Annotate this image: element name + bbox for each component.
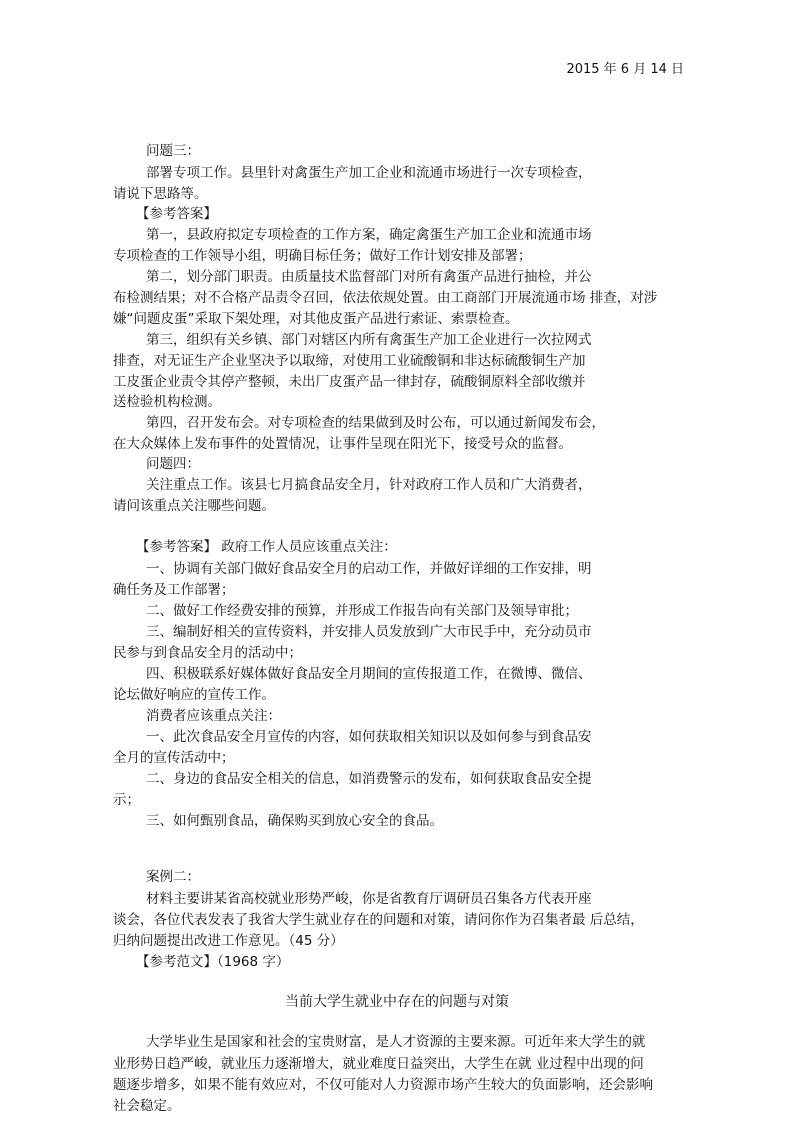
text-line: 确任务及工作部署； [113,582,235,598]
text-line: 部署专项工作。县里针对禽蛋生产加工企业和流通市场进行一次专项检查， [146,165,592,181]
text-line: 消费者应该重点关注： [146,708,281,724]
text-line: 三、编制好相关的宣传资料，并安排人员发放到广大市民手中，充分动员市 [146,624,592,640]
text-line: 第三，组织有关乡镇、部门对辖区内所有禽蛋生产加工企业进行一次拉网式 [146,332,592,348]
text-line: 第四，召开发布会。对专项检查的结果做到及时公布，可以通过新闻发布会， [146,415,605,431]
text-line: 请问该重点关注哪些问题。 [113,498,275,514]
text-line: 问题四： [146,456,200,472]
text-line: 业形势日趋严峻，就业压力逐渐增大，就业难度日益突出，大学生在就 业过程中出现的问 [113,1056,644,1072]
text-line: 二、做好工作经费安排的预算，并形成工作报告向有关部门及领导审批； [146,603,578,619]
text-line: 一、此次食品安全月宣传的内容，如何获取相关知识以及如何参与到食品安 [146,729,592,745]
text-line: 社会稳定。 [113,1098,181,1114]
text-line: 一、协调有关部门做好食品安全月的启动工作，并做好详细的工作安排，明 [146,561,592,577]
text-line: 【参考答案】 [136,206,217,222]
text-line: 嫌“问题皮蛋”采取下架处理，对其他皮蛋产品进行索证、索票检查。 [113,311,519,327]
text-line: 问题三： [146,143,200,159]
text-line: 布检测结果；对不合格产品责令召回，依法依规处置。由工商部门开展流通市场 排查，对涉 [113,290,658,306]
text-line: 【参考范文】（1968 字） [136,954,290,970]
text-line: 大学毕业生是国家和社会的宝贵财富，是人才资源的主要来源。可近年来大学生的就 [146,1034,646,1050]
text-line: 关注重点工作。该县七月搞食品安全月，针对政府工作人员和广大消费者， [146,477,592,493]
text-line: 二、身边的食品安全相关的信息，如消费警示的发布，如何获取食品安全提 [146,771,592,787]
text-line: 民参与到食品安全月的活动中； [113,645,302,661]
page-date: 2015 年 6 月 14 日 [566,62,684,77]
text-line: 材料主要讲某省高校就业形势严峻，你是省教育厅调研员召集各方代表开座 [146,891,592,907]
text-line: 在大众媒体上发布事件的处置情况，让事件呈现在阳光下，接受号众的监督。 [113,436,572,452]
text-line: 【参考答案】 政府工作人员应该重点关注： [136,539,397,555]
text-line: 送检验机构检测。 [113,394,221,410]
text-line: 案例二： [146,869,200,885]
text-line: 第二，划分部门职责。由质量技术监督部门对所有禽蛋产品进行抽检，并公 [146,269,592,285]
text-line: 工皮蛋企业责令其停产整顿，未出厂皮蛋产品一律封存，硫酸铜原料全部收缴并 [113,374,586,390]
text-line: 三、如何甄别食品，确保购买到放心安全的食品。 [146,813,443,829]
text-line: 归纳问题提出改进工作意见。（45 分） [113,933,344,949]
text-line: 题逐步增多，如果不能有效应对，不仅可能对人力资源市场产生较大的负面影响，还会影响 [113,1077,653,1093]
essay-title: 当前大学生就业中存在的问题与对策 [285,994,509,1010]
text-line: 示； [113,792,140,808]
text-line: 第一，县政府拟定专项检查的工作方案，确定禽蛋生产加工企业和流通市场 [146,227,592,243]
text-line: 全月的宣传活动中； [113,750,235,766]
text-line: 谈会，各位代表发表了我省大学生就业存在的问题和对策，请问你作为召集者最 后总结， [113,912,644,928]
text-line: 排查，对无证生产企业坚决予以取缔，对使用工业硫酸铜和非达标硫酸铜生产加 [113,353,586,369]
text-line: 四、积极联系好媒体做好食品安全月期间的宣传报道工作，在微博、微信、 [146,666,592,682]
text-line: 专项检查的工作领导小组，明确目标任务；做好工作计划安排及部署； [113,248,532,264]
text-line: 论坛做好响应的宣传工作。 [113,687,275,703]
text-line: 请说下思路等。 [113,186,208,202]
